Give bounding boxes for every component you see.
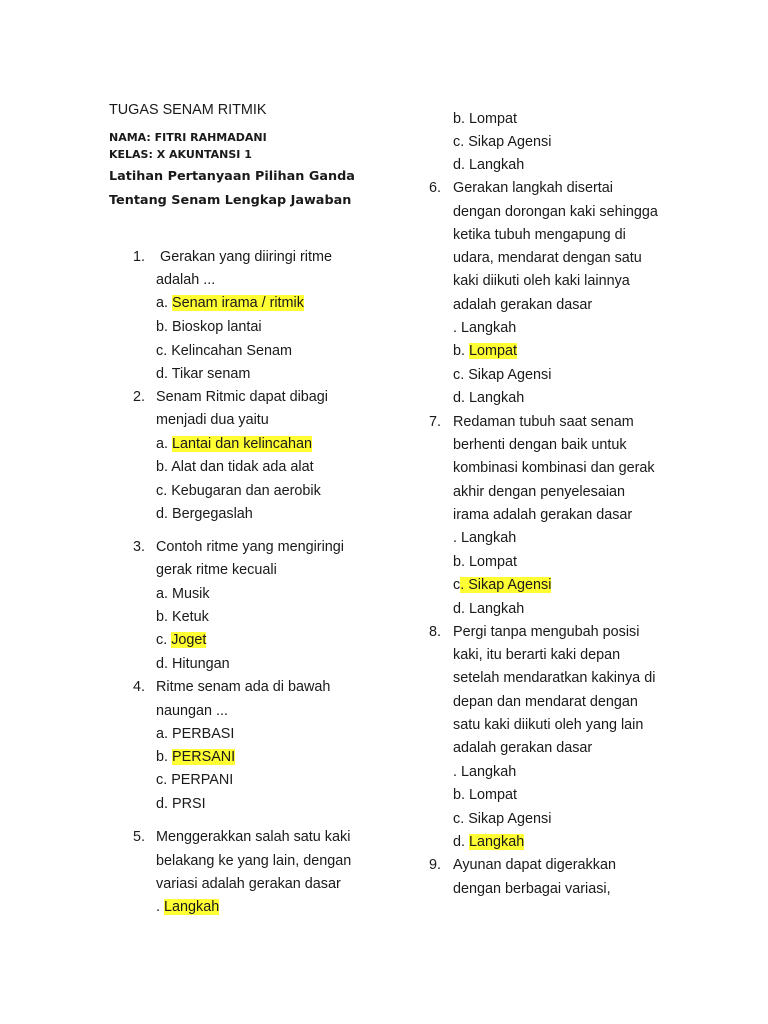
question-text: kaki diikuti oleh kaki lainnya bbox=[453, 273, 630, 289]
answer-option: c. Sikap Agensi bbox=[453, 811, 552, 827]
question-text: berhenti dengan baik untuk bbox=[453, 437, 627, 453]
question-text: variasi adalah gerakan dasar bbox=[156, 876, 341, 892]
question-text: Gerakan langkah disertai bbox=[453, 180, 613, 196]
option-prefix: . bbox=[156, 899, 164, 915]
question-number: 5. bbox=[133, 829, 146, 845]
question-number: 9. bbox=[429, 857, 442, 873]
answer-option: b. Alat dan tidak ada alat bbox=[156, 459, 314, 475]
question-text: kombinasi kombinasi dan gerak bbox=[453, 460, 655, 476]
question-text: gerak ritme kecuali bbox=[156, 562, 277, 578]
question-text: belakang ke yang lain, dengan bbox=[156, 853, 352, 869]
section-heading: Latihan Pertanyaan Pilihan Ganda bbox=[109, 169, 355, 184]
question-text: Senam Ritmic dapat dibagi bbox=[156, 389, 328, 405]
question-text: naungan ... bbox=[156, 703, 229, 719]
answer-option-correct bbox=[453, 833, 524, 851]
answer-option: c. Sikap Agensi bbox=[453, 134, 552, 150]
answer-option: d. Langkah bbox=[453, 390, 525, 406]
answer-option: d. Langkah bbox=[453, 157, 525, 173]
answer-option: . Langkah bbox=[453, 530, 517, 546]
question-text: kaki, itu berarti kaki depan bbox=[453, 647, 621, 663]
option-prefix: b. bbox=[453, 343, 469, 359]
answer-option: a. PERBASI bbox=[156, 726, 235, 742]
answer-option: b. Lompat bbox=[453, 111, 517, 127]
student-class: KELAS: X AKUNTANSI 1 bbox=[109, 148, 252, 161]
question-number: 8. bbox=[429, 624, 442, 640]
answer-option-correct bbox=[156, 294, 304, 312]
question-text: adalah gerakan dasar bbox=[453, 297, 593, 313]
question-number: 1. bbox=[133, 249, 146, 265]
answer-option-correct bbox=[453, 342, 517, 360]
question-text: adalah ... bbox=[156, 272, 216, 288]
question-text: depan dan mendarat dengan bbox=[453, 694, 638, 710]
answer-option: c. Sikap Agensi bbox=[453, 367, 552, 383]
student-name: NAMA: FITRI RAHMADANI bbox=[109, 131, 267, 144]
question-text: dengan dorongan kaki sehingga bbox=[453, 204, 658, 220]
question-text: udara, mendarat dengan satu bbox=[453, 250, 642, 266]
highlighted-answer: . Sikap Agensi bbox=[460, 577, 552, 593]
option-prefix: d. bbox=[453, 834, 469, 850]
highlighted-answer: Langkah bbox=[469, 834, 525, 850]
question-text: Gerakan yang diiringi ritme bbox=[160, 249, 332, 265]
question-number: 4. bbox=[133, 679, 146, 695]
question-text: Ayunan dapat digerakkan bbox=[453, 857, 616, 873]
answer-option: b. Bioskop lantai bbox=[156, 319, 262, 335]
question-text: ketika tubuh mengapung di bbox=[453, 227, 626, 243]
highlighted-answer: Senam irama / ritmik bbox=[172, 295, 304, 311]
option-prefix: b. bbox=[156, 749, 172, 765]
option-prefix: a. bbox=[156, 295, 172, 311]
answer-option: . Langkah bbox=[453, 320, 517, 336]
answer-option-correct bbox=[156, 748, 235, 766]
option-prefix: a. bbox=[156, 436, 172, 452]
question-text: setelah mendaratkan kakinya di bbox=[453, 670, 656, 686]
question-text: satu kaki diikuti oleh yang lain bbox=[453, 717, 644, 733]
option-prefix: c bbox=[453, 577, 461, 593]
highlighted-answer: PERSANI bbox=[172, 749, 236, 765]
answer-option: b. Lompat bbox=[453, 787, 517, 803]
option-prefix: c. bbox=[156, 632, 172, 648]
question-number: 7. bbox=[429, 414, 442, 430]
answer-option: d. Tikar senam bbox=[156, 366, 251, 382]
answer-option: d. Langkah bbox=[453, 601, 525, 617]
question-text: Redaman tubuh saat senam bbox=[453, 414, 634, 430]
answer-option-correct bbox=[156, 631, 206, 649]
question-text: akhir dengan penyelesaian bbox=[453, 484, 626, 500]
question-text: dengan berbagai variasi, bbox=[453, 881, 611, 897]
answer-option: c. PERPANI bbox=[156, 772, 234, 788]
question-text: menjadi dua yaitu bbox=[156, 412, 269, 428]
answer-option: c. Kelincahan Senam bbox=[156, 343, 292, 359]
question-text: Ritme senam ada di bawah bbox=[156, 679, 331, 695]
answer-option: d. Bergegaslah bbox=[156, 506, 253, 522]
answer-option: c. Kebugaran dan aerobik bbox=[156, 483, 321, 499]
question-text: irama adalah gerakan dasar bbox=[453, 507, 633, 523]
highlighted-answer: Langkah bbox=[164, 899, 220, 915]
question-number: 6. bbox=[429, 180, 442, 196]
question-text: Pergi tanpa mengubah posisi bbox=[453, 624, 640, 640]
answer-option: d. Hitungan bbox=[156, 656, 230, 672]
answer-option: b. Lompat bbox=[453, 554, 517, 570]
section-subheading: Tentang Senam Lengkap Jawaban bbox=[109, 193, 352, 208]
answer-option-correct bbox=[156, 898, 219, 916]
answer-option: a. Musik bbox=[156, 586, 210, 602]
question-number: 2. bbox=[133, 389, 146, 405]
question-text: Contoh ritme yang mengiringi bbox=[156, 539, 344, 555]
answer-option: d. PRSI bbox=[156, 796, 206, 812]
highlighted-answer: Lompat bbox=[469, 343, 517, 359]
question-text: Menggerakkan salah satu kaki bbox=[156, 829, 351, 845]
document-title: TUGAS SENAM RITMIK bbox=[109, 102, 267, 118]
answer-option: . Langkah bbox=[453, 764, 517, 780]
answer-option-correct bbox=[156, 435, 312, 453]
answer-option-correct bbox=[453, 576, 551, 594]
answer-option: b. Ketuk bbox=[156, 609, 209, 625]
question-text: adalah gerakan dasar bbox=[453, 740, 593, 756]
highlighted-answer: Joget bbox=[171, 632, 207, 648]
highlighted-answer: Lantai dan kelincahan bbox=[172, 436, 313, 452]
question-number: 3. bbox=[133, 539, 146, 555]
